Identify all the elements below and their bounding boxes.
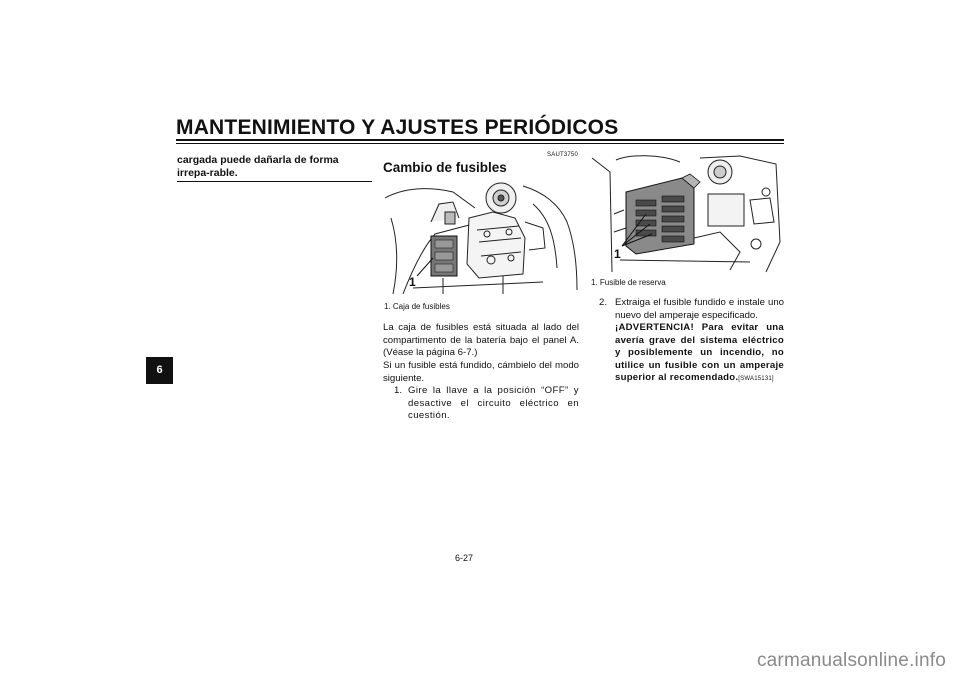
warning-text — [615, 322, 784, 386]
figure-caption-spare-fuse: 1. Fusible de reserva — [591, 278, 666, 287]
figure-callout-1: 1 — [409, 275, 416, 289]
warning-code: [SWA15131] — [738, 376, 774, 383]
body-paragraph-replace: Si un fusible está fundido, cámbielo del modo siguiente. — [383, 360, 579, 384]
section-code: SAUT3750 — [547, 152, 578, 158]
battery-note: cargada puede dañarla de forma irrepa-rable. — [177, 154, 339, 179]
page-number: 6-27 — [455, 553, 474, 563]
warning-text-content: ¡ADVERTENCIA! Para evitar una avería grave del sistema eléctrico y posiblemente un incendio, no utilice un fusible con un amperaje superior al recomendado. — [615, 322, 784, 384]
step-text-2: Extraiga el fusible fundido e instale uno nuevo del amperaje especificado. — [615, 297, 784, 321]
section-heading: Cambio de fusibles — [383, 160, 507, 175]
chapter-tab: 6 — [146, 357, 173, 384]
page-title: MANTENIMIENTO Y AJUSTES PERIÓDICOS — [176, 116, 619, 139]
figure-callout-1-right: 1 — [614, 247, 621, 261]
title-rule-thick — [176, 139, 784, 141]
watermark: carmanualsonline.info — [756, 650, 946, 671]
note-rule — [177, 181, 372, 182]
step-number-1: 1. — [394, 385, 403, 396]
body-paragraph-location: La caja de fusibles está situada al lado del compartimento de la batería bajo el panel A. (Véase la página 6-7.) — [383, 322, 579, 359]
step-number-2: 2. — [599, 297, 608, 308]
title-rule-thin — [176, 143, 784, 144]
figure-caption-fuse-box: 1. Caja de fusibles — [384, 302, 450, 311]
step-text-1: Gire la llave a la posición “OFF” y desactive el circuito eléctrico en cuestión. — [408, 385, 579, 422]
